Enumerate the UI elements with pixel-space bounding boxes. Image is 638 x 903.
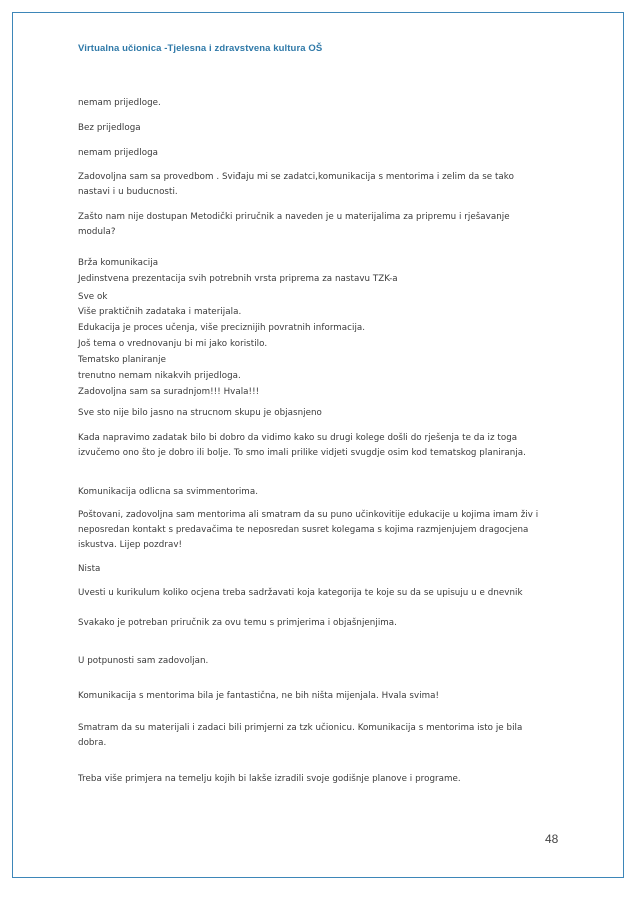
comment: Edukacija je proces učenja, više preciznijih povratnih informacija. bbox=[78, 323, 366, 333]
comment: Uvesti u kurikulum koliko ocjena treba sadržavati koja kategorija te koje su da se upisuju u e dnevnik bbox=[78, 588, 523, 598]
comment: Kada napravimo zadatak bilo bi dobro da vidimo kako su drugi kolege došli do rješenja te da iz toga izvučemo ono što je dobro ili bolje. To smo imali prilike vidjeti svugdje osim kod tematskog planiranja. bbox=[78, 433, 526, 458]
comment: Svakako je potreban priručnik za ovu temu s primjerima i objašnjenjima. bbox=[78, 618, 397, 628]
comment: Smatram da su materijali i zadaci bili primjerni za tzk učionicu. Komunikacija s mentorima isto je bila dobra. bbox=[78, 723, 523, 748]
comment: Još tema o vrednovanju bi mi jako koristilo. bbox=[78, 339, 268, 349]
page-number: 48 bbox=[545, 832, 559, 846]
comment: Jedinstvena prezentacija svih potrebnih vrsta priprema za nastavu TZK-a bbox=[78, 274, 398, 284]
comment: Komunikacija odlicna sa svimmentorima. bbox=[78, 487, 259, 497]
comment: U potpunosti sam zadovoljan. bbox=[78, 656, 209, 666]
comment: trenutno nemam nikakvih prijedloga. bbox=[78, 371, 241, 381]
comment: Bez prijedloga bbox=[78, 123, 141, 133]
comment: Zadovoljna sam sa provedbom . Sviđaju mi se zadatci,komunikacija s mentorima i zelim da se tako nastavi i u buducnosti. bbox=[78, 172, 514, 197]
comment: Zadovoljna sam sa suradnjom!!! Hvala!!! bbox=[78, 387, 260, 397]
comment: Brža komunikacija bbox=[78, 258, 159, 268]
comment: nemam prijedloga bbox=[78, 148, 159, 158]
page-header: Virtualna učionica -Tjelesna i zdravstvena kultura OŠ bbox=[78, 43, 323, 54]
comment: nemam prijedloge. bbox=[78, 98, 161, 108]
comment: Tematsko planiranje bbox=[78, 355, 166, 365]
comment: Komunikacija s mentorima bila je fantastična, ne bih ništa mijenjala. Hvala svima! bbox=[78, 691, 440, 701]
comment: Sve ok bbox=[78, 292, 108, 302]
comment: Više praktičnih zadataka i materijala. bbox=[78, 307, 242, 317]
comment: Poštovani, zadovoljna sam mentorima ali smatram da su puno učinkovitije edukacije u kojima imam živ i neposredan kontakt s predavačima te neposredan susret kolegama s kojima razmjenjujem dragocjena iskustva. Lijep pozdrav! bbox=[78, 510, 539, 550]
comment: Sve sto nije bilo jasno na strucnom skupu je objasnjeno bbox=[78, 408, 322, 418]
comment: Treba više primjera na temelju kojih bi lakše izradili svoje godišnje planove i programe. bbox=[78, 774, 461, 784]
comment: Zašto nam nije dostupan Metodički priručnik a naveden je u materijalima za pripremu i rješavanje modula? bbox=[78, 212, 510, 237]
comment: Nista bbox=[78, 564, 101, 574]
